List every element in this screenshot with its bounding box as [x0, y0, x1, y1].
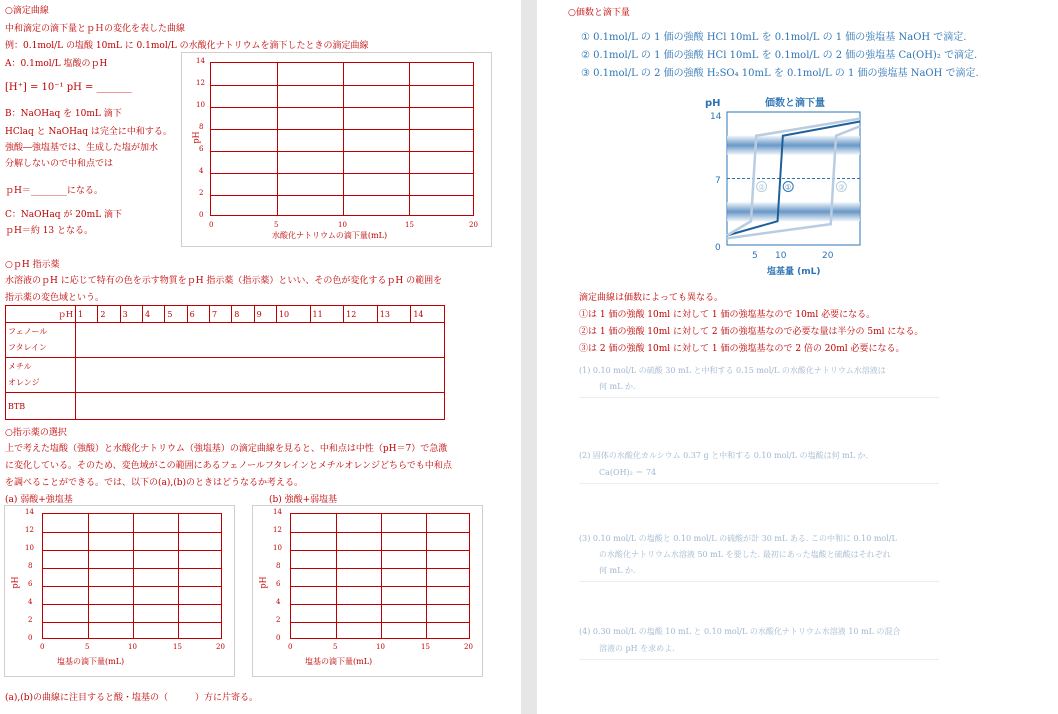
footer-question: (a),(b)の曲線に注目すると酸・塩基の（ ）方に片寄る。 — [5, 693, 259, 703]
text-line: ①は 1 価の強酸 10ml に対して 1 価の強塩基なので 10ml 必要になる。 — [579, 310, 876, 320]
indicator-name: BTB — [6, 393, 76, 420]
text-line: 上で考えた塩酸（強酸）と水酸化ナトリウム（強塩基）の滴定曲線を見ると、中和点は中性（pH＝7）で急激 — [5, 444, 448, 454]
question-text: Ca(OH)₂ ＝ 74 — [599, 468, 657, 477]
x-tick-label: 0 — [40, 643, 45, 651]
series-label-2: ② — [758, 183, 765, 192]
section-title-indicator-selection: ○指示薬の選択 — [5, 428, 67, 438]
table-header-cell: 12 — [344, 306, 378, 323]
list-item: ③ 0.1mol/L の 2 価の強酸 H₂SO₄ 10mL を 0.1mol/L の 1 価の強塩基 NaOH で滴定. — [581, 68, 979, 79]
text-line: 分解しないので中和点では — [5, 159, 114, 169]
text-line: ③は 2 価の強酸 10ml に対して 1 価の強塩基なので 2 倍の 20ml 必要になる。 — [579, 344, 905, 354]
chart-xlabel: 塩基の滴下量(mL) — [57, 657, 125, 666]
chart-ylabel: pH — [258, 576, 268, 589]
table-header-cell: 5 — [165, 306, 187, 323]
text-line: 指示薬の変色域という。 — [5, 293, 105, 303]
indicator-name: フェノール — [8, 327, 48, 336]
band-lower — [727, 202, 860, 221]
x-tick-label: 10 — [338, 221, 347, 229]
x-tick-label: 15 — [405, 221, 414, 229]
list-item: ① 0.1mol/L の 1 価の強酸 HCl 10mL を 0.1mol/L の 1 価の強塩基 NaOH で滴定. — [581, 32, 967, 43]
x-tick-label: 20 — [822, 251, 834, 261]
x-tick-label: 20 — [464, 643, 473, 651]
text-line: B：NaOHaq を 10mL 滴下 — [5, 109, 122, 119]
valence-chart — [697, 92, 877, 282]
list-item: ② 0.1mol/L の 1 価の強酸 HCl 10mL を 0.1mol/L の 2 価の強塩基 Ca(OH)₂ で滴定. — [581, 50, 978, 61]
y-tick-label: 14 — [25, 508, 34, 516]
x-tick-label: 5 — [752, 251, 758, 261]
question-text: の水酸化ナトリウム水溶液 50 mL を要した. 最初にあった塩酸と硫酸はそれぞれ — [599, 550, 891, 559]
chart-ylabel: pH — [10, 576, 20, 589]
y-tick-label: 6 — [28, 580, 33, 588]
chart-title: 価数と滴下量 — [765, 98, 825, 109]
table-header-cell: 4 — [142, 306, 164, 323]
y-tick-label: 14 — [273, 508, 282, 516]
table-header-cell: 13 — [377, 306, 411, 323]
x-tick-label: 15 — [421, 643, 430, 651]
table-header-cell: 7 — [209, 306, 231, 323]
x-tick-label: 5 — [333, 643, 338, 651]
text-line: に変化している。そのため、変色域がこの範囲にあるフェノールフタレインとメチルオレンジどちらでも中和点 — [5, 461, 452, 471]
titration-chart-grid — [210, 62, 474, 216]
y-tick-label: 0 — [199, 211, 204, 219]
y-tick-label: 2 — [28, 616, 33, 624]
chart-a-grid — [42, 513, 222, 639]
y-tick-label: 2 — [276, 616, 281, 624]
table-header-row — [6, 306, 445, 323]
table-header-cell: 14 — [411, 306, 445, 323]
band-upper — [727, 136, 860, 155]
question-text: (3) 0.10 mol/L の塩酸と 0.10 mol/L の硫酸が計 30 mL ある. この中和に 0.10 mol/L — [579, 534, 897, 543]
question-text: 溶液の pH を求めよ. — [599, 644, 675, 653]
x-tick-label: 20 — [216, 643, 225, 651]
y-tick-label: 6 — [199, 145, 204, 153]
y-tick-label: 10 — [196, 101, 205, 109]
y-tick-label: 0 — [28, 634, 33, 642]
chart-a-frame — [4, 505, 235, 677]
chart-xlabel: 塩基量 (mL) — [767, 267, 821, 277]
case-label-b: (b) 強酸+弱塩基 — [269, 495, 338, 505]
color-range-cell — [76, 323, 445, 358]
table-header-cell: 1 — [76, 306, 98, 323]
series-label-1: ① — [785, 183, 792, 192]
text-line: 中和滴定の滴下量とｐＨの変化を表した曲線 — [5, 24, 186, 34]
y-tick-label: 0 — [715, 243, 721, 253]
y-tick-label: 2 — [199, 189, 204, 197]
x-tick-label: 5 — [274, 221, 279, 229]
ph-formula: [H⁺] = 10⁻¹ pH = _______ — [5, 82, 132, 93]
y-tick-label: 10 — [273, 544, 282, 552]
y-tick-label: 14 — [196, 57, 205, 65]
section-title-valence: ○価数と滴下量 — [568, 8, 630, 18]
titration-chart-frame — [181, 52, 492, 247]
question-text: (1) 0.10 mol/L の硫酸 30 mL と中和する 0.15 mol/L の水酸化ナトリウム水溶液は — [579, 366, 886, 375]
text-line: 例：0.1mol/L の塩酸 10mL に 0.1mol/L の水酸化ナトリウムを滴下したときの滴定曲線 — [5, 41, 369, 51]
chart-xlabel: 塩基の滴下量(mL) — [305, 657, 373, 666]
y-tick-label: 4 — [28, 598, 33, 606]
text-line: を調べることができる。では、以下の(a),(b)のときはどうなるか考える。 — [5, 478, 304, 488]
color-range-cell — [76, 393, 445, 420]
y-tick-label: 8 — [28, 562, 33, 570]
y-tick-label: 8 — [276, 562, 281, 570]
x-tick-label: 5 — [85, 643, 90, 651]
table-header-cell: ｐH — [6, 306, 76, 323]
question-text: 何 mL か. — [599, 382, 636, 391]
text-line: ｐH＝________になる。 — [5, 186, 103, 196]
color-range-cell — [76, 358, 445, 393]
indicator-table — [5, 305, 445, 420]
y-tick-label: 12 — [196, 79, 205, 87]
table-row — [6, 323, 445, 358]
x-tick-label: 0 — [288, 643, 293, 651]
table-header-cell: 3 — [120, 306, 142, 323]
text-line: HClaq と NaOHaq は完全に中和する。 — [5, 127, 172, 137]
indicator-name: オレンジ — [8, 378, 40, 387]
table-header-cell: 11 — [310, 306, 344, 323]
y-tick-label: 4 — [276, 598, 281, 606]
question-text: (4) 0.30 mol/L の塩酸 10 mL と 0.10 mol/L の水酸化ナトリウム水溶液 10 mL の混合 — [579, 627, 901, 636]
chart-ylabel: pH — [705, 98, 721, 109]
text-line: ②は 1 価の強酸 10ml に対して 2 価の強塩基なので必要な量は半分の 5ml になる。 — [579, 327, 924, 337]
chart-b-frame — [252, 505, 483, 677]
text-line: C：NaOHaq が 20mL 滴下 — [5, 210, 123, 220]
chart-xlabel: 水酸化ナトリウムの滴下量(mL) — [272, 231, 388, 240]
x-tick-label: 15 — [173, 643, 182, 651]
y-tick-label: 12 — [273, 526, 282, 534]
table-header-cell: 6 — [187, 306, 209, 323]
section-title-titration-curve: ○滴定曲線 — [5, 6, 49, 16]
y-tick-label: 10 — [25, 544, 34, 552]
text-line: ｐH＝約 13 となる。 — [5, 226, 94, 236]
x-tick-label: 0 — [209, 221, 214, 229]
text-line: A：0.1mol/L 塩酸のｐH — [5, 59, 108, 69]
y-tick-label: 6 — [276, 580, 281, 588]
y-tick-label: 7 — [715, 176, 721, 186]
series-label-3: ③ — [838, 183, 845, 192]
chart-b-grid — [290, 513, 470, 639]
x-tick-label: 10 — [128, 643, 137, 651]
table-header-cell: 10 — [276, 306, 310, 323]
x-tick-label: 20 — [469, 221, 478, 229]
indicator-name: フタレイン — [8, 343, 48, 352]
y-tick-label: 0 — [276, 634, 281, 642]
document-page-right — [537, 0, 1058, 714]
text-line: 水溶液のｐH に応じて特有の色を示す物質をｐH 指示薬（指示薬）といい、その色が変化するｐH の範囲を — [5, 276, 443, 286]
y-tick-label: 8 — [199, 123, 204, 131]
case-label-a: (a) 弱酸+強塩基 — [5, 495, 73, 505]
x-tick-label: 10 — [376, 643, 385, 651]
table-row — [6, 393, 445, 420]
chart-ylabel: pH — [191, 131, 201, 144]
y-tick-label: 4 — [199, 167, 204, 175]
table-header-cell: 2 — [98, 306, 120, 323]
table-row — [6, 358, 445, 393]
question-text: 何 mL か. — [599, 566, 636, 575]
y-tick-label: 12 — [25, 526, 34, 534]
table-header-cell: 8 — [232, 306, 254, 323]
document-page-left — [0, 0, 521, 714]
y-tick-label: 14 — [710, 112, 722, 122]
question-text: (2) 固体の水酸化カルシウム 0.37 g と中和する 0.10 mol/L の塩酸は何 mL か. — [579, 451, 869, 460]
text-line: 強酸―強塩基では、生成した塩が加水 — [5, 143, 159, 153]
x-tick-label: 10 — [775, 251, 787, 261]
table-header-cell: 9 — [254, 306, 276, 323]
section-title-ph-indicator: ○ｐH 指示薬 — [5, 260, 60, 270]
text-line: 滴定曲線は価数によっても異なる。 — [579, 293, 724, 303]
indicator-name: メチル — [8, 362, 32, 371]
